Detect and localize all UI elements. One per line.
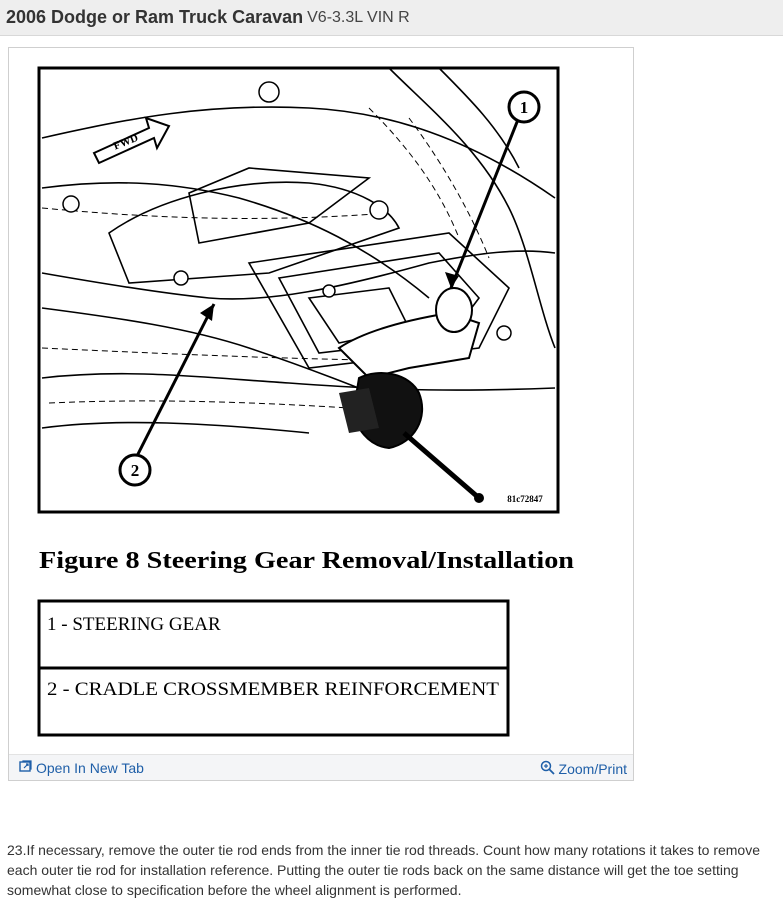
open-in-new-tab-icon (19, 760, 32, 776)
zoom-print-label: Zoom/Print (558, 761, 627, 777)
step-23-text: 23.If necessary, remove the outer tie rod ends from the inner tie rod threads. Count how many rotations it takes to remove each outer tie rod for installation reference. Putting the outer tie rods back on the same distance will get the toe setting somewhat close to specification before the wheel alignment is performed. (7, 842, 761, 898)
diagram-frame (39, 68, 558, 512)
figure-footer (9, 754, 633, 780)
legend-item-2: 2 - CRADLE CROSSMEMBER REINFORCEMENT (47, 679, 500, 700)
open-in-new-tab-link[interactable] (19, 760, 144, 776)
page-header (0, 0, 783, 36)
zoom-print-link[interactable] (540, 760, 627, 778)
engine-subtitle: V6-3.3L VIN R (307, 8, 410, 26)
figure-caption: Figure 8 Steering Gear Removal/Installation (39, 548, 574, 574)
legend-item-1: 1 - STEERING GEAR (47, 614, 221, 635)
figure-card (8, 47, 634, 781)
callout-1-label: 1 (519, 98, 529, 117)
image-code: 81c72847 (507, 494, 543, 504)
steering-gear-diagram (9, 48, 633, 754)
figure-image[interactable] (9, 48, 633, 754)
callout-2-label: 2 (130, 461, 140, 480)
open-in-new-tab-label: Open In New Tab (36, 760, 144, 776)
vehicle-title: 2006 Dodge or Ram Truck Caravan (6, 7, 304, 27)
fwd-label: FWD (111, 131, 141, 153)
zoom-icon (540, 760, 555, 778)
